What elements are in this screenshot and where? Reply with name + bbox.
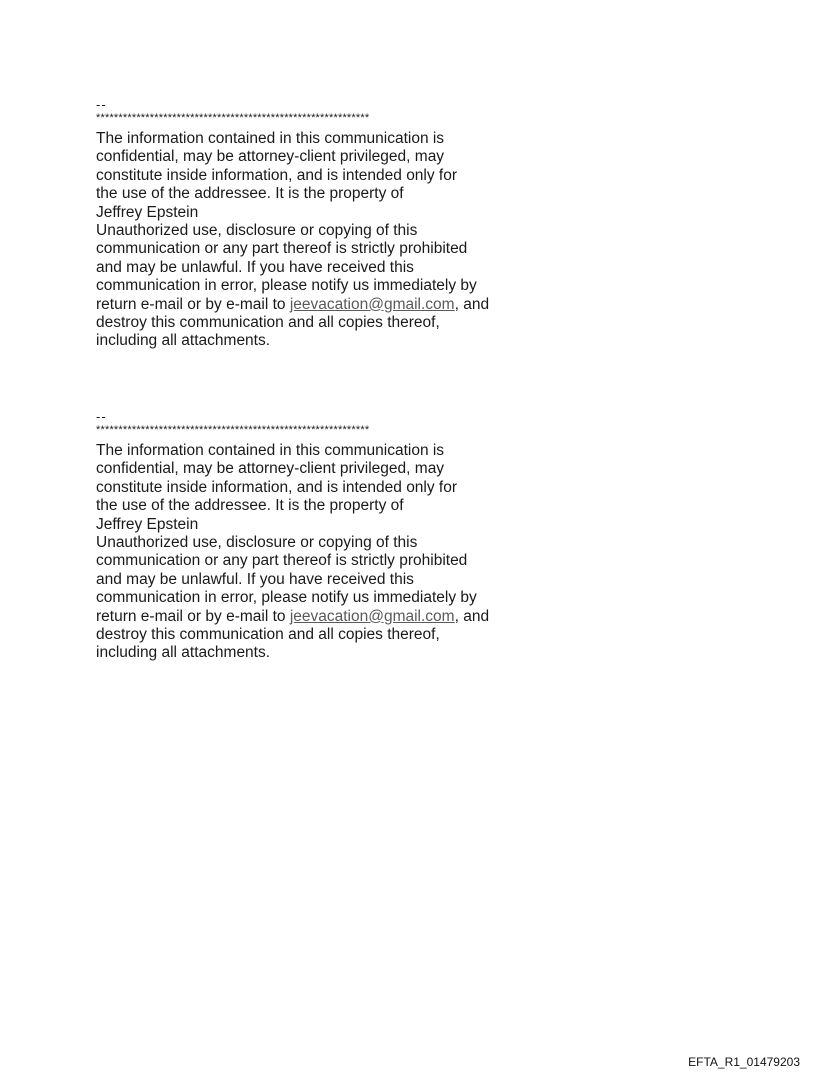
disclaimer-email-line	[96, 608, 556, 626]
email-link[interactable]: jeevacation@gmail.com	[289, 295, 455, 313]
email-suffix-text: , and	[454, 607, 490, 625]
disclaimer-block-2	[96, 410, 556, 663]
disclaimer-line: destroy this communication and all copies thereof,	[96, 626, 440, 644]
email-suffix-text: , and	[454, 295, 490, 313]
disclaimer-line: communication in error, please notify us immediately by	[96, 589, 477, 607]
separator-dashes: --	[96, 409, 107, 424]
disclaimer-email-line	[96, 296, 556, 314]
email-prefix-text: return e-mail or by e-mail to	[96, 295, 290, 313]
separator-stars: *************************************************************	[96, 112, 370, 124]
disclaimer-line: destroy this communication and all copies thereof,	[96, 314, 440, 332]
separator-dashes: --	[96, 97, 107, 112]
disclaimer-line: communication in error, please notify us immediately by	[96, 277, 477, 295]
document-id: EFTA_R1_01479203	[688, 1055, 800, 1069]
disclaimer-line: including all attachments.	[96, 332, 271, 350]
email-link[interactable]: jeevacation@gmail.com	[289, 607, 455, 625]
disclaimer-line: The information contained in this communication is	[96, 442, 445, 459]
disclaimer-block-1	[96, 98, 556, 351]
disclaimer-line: Unauthorized use, disclosure or copying of this	[96, 534, 418, 552]
disclaimer-line: Unauthorized use, disclosure or copying of this	[96, 222, 418, 240]
disclaimer-line: constitute inside information, and is intended only for	[96, 166, 458, 184]
disclaimer-line: communication or any part thereof is strictly prohibited	[96, 552, 468, 570]
disclaimer-line: the use of the addressee. It is the property of	[96, 185, 404, 203]
disclaimer-line: the use of the addressee. It is the property of	[96, 497, 404, 515]
disclaimer-line: including all attachments.	[96, 644, 271, 662]
disclaimer-line: and may be unlawful. If you have received this	[96, 258, 414, 276]
disclaimer-line: confidential, may be attorney-client privileged, may	[96, 460, 445, 478]
separator-stars: *************************************************************	[96, 424, 370, 436]
disclaimer-line: and may be unlawful. If you have received this	[96, 570, 414, 588]
disclaimer-line: confidential, may be attorney-client privileged, may	[96, 148, 445, 166]
disclaimer-line: constitute inside information, and is intended only for	[96, 478, 458, 496]
disclaimer-line: Jeffrey Epstein	[96, 203, 199, 221]
disclaimer-line: Jeffrey Epstein	[96, 515, 199, 533]
email-prefix-text: return e-mail or by e-mail to	[96, 607, 290, 625]
disclaimer-line: communication or any part thereof is strictly prohibited	[96, 240, 468, 258]
disclaimer-line: The information contained in this communication is	[96, 130, 445, 147]
